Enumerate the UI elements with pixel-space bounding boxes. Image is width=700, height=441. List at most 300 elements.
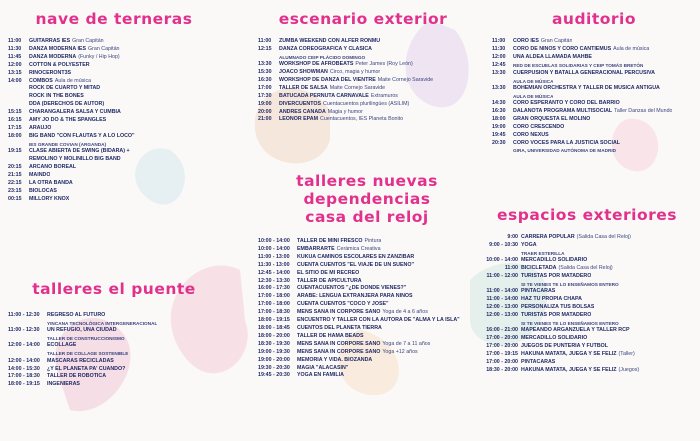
schedule-row xyxy=(258,238,476,246)
schedule-row xyxy=(478,320,696,327)
schedule-row xyxy=(258,270,476,278)
schedule-time: 19:45 - 20:30 xyxy=(258,372,290,379)
schedule-description: Aula de música xyxy=(54,77,92,84)
schedule-row xyxy=(8,133,220,141)
schedule-activity: TURISTAS POR MATADERO xyxy=(521,272,592,279)
schedule-time: 20:15 xyxy=(8,163,22,170)
schedule-row xyxy=(478,312,696,320)
schedule-row xyxy=(258,116,468,124)
schedule-row xyxy=(8,172,220,180)
schedule-activity: PINTACARAS xyxy=(521,288,556,295)
schedule-content xyxy=(297,372,344,380)
schedule-activity: ÁRABE: LENGUA EXTRANJERA PARA NIÑOS xyxy=(297,293,413,300)
schedule-activity: MAPEANDO ARGANZUELA Y TALLER RCP xyxy=(521,327,630,334)
schedule-content xyxy=(47,320,157,327)
schedule-time: 12:00 - 14:00 xyxy=(8,342,40,349)
schedule-content xyxy=(297,278,362,286)
schedule-time: 21:15 xyxy=(8,171,22,178)
schedule-activity: CARRERA POPULAR xyxy=(521,234,575,240)
schedule-row xyxy=(8,46,220,54)
schedule-time: 21:00 xyxy=(258,116,272,123)
schedule-content xyxy=(513,116,590,124)
schedule-row xyxy=(478,250,696,257)
schedule-content xyxy=(279,101,409,109)
schedule-row xyxy=(258,85,468,93)
schedule-activity: CORO ESPERANTO Y CORO DEL BARRIO xyxy=(513,100,620,107)
schedule-list xyxy=(258,238,476,380)
schedule-content xyxy=(521,304,594,312)
schedule-content xyxy=(297,325,382,333)
schedule-row xyxy=(258,109,468,117)
schedule-content xyxy=(297,309,428,317)
schedule-activity: YOGA EN FAMILIA xyxy=(297,372,344,379)
schedule-time: 11:00 - 13:00 xyxy=(258,253,290,260)
schedule-row xyxy=(258,54,468,61)
schedule-row xyxy=(492,147,696,154)
schedule-activity: JOACO SHOWMAN xyxy=(279,69,328,76)
schedule-row xyxy=(258,293,476,301)
schedule-row xyxy=(478,242,696,250)
schedule-content xyxy=(513,54,592,62)
schedule-row xyxy=(492,100,696,108)
schedule-activity: EL SITIO DE MI RECREO xyxy=(297,269,360,276)
schedule-time: 14:30 xyxy=(492,100,506,107)
schedule-time: 19:45 xyxy=(492,131,506,138)
schedule-content xyxy=(513,38,572,46)
schedule-activity: CORO DE NIÑOS Y CORO CANTIEMUS xyxy=(513,45,612,52)
schedule-description: TALLER DE COLLAGE SOSTENIBLE xyxy=(47,351,129,357)
section-dependencias xyxy=(258,172,476,380)
schedule-row xyxy=(8,312,220,320)
schedule-time: 12:45 xyxy=(492,61,506,68)
schedule-description: Magia y humor xyxy=(327,108,363,115)
schedule-row xyxy=(492,140,696,148)
schedule-row xyxy=(8,381,220,389)
schedule-content xyxy=(513,46,649,54)
schedule-activity: CORO NEXUS xyxy=(513,131,549,138)
schedule-description: TALLER DE CONSTRUCCIONISMO xyxy=(47,336,125,342)
schedule-time: 22:15 xyxy=(8,179,22,186)
schedule-time: 18:00 xyxy=(8,132,22,139)
schedule-description: AULA DE MÚSICA xyxy=(513,93,554,99)
schedule-content xyxy=(29,133,135,141)
schedule-row xyxy=(258,365,476,373)
schedule-time xyxy=(492,93,510,100)
schedule-activity: BIG BAND "CON FLAUTAS Y A LO LOCO" xyxy=(29,132,135,139)
schedule-activity: TALLER DE HAMA BEADS xyxy=(297,332,364,339)
schedule-time: 11:00 xyxy=(492,38,506,44)
schedule-time xyxy=(478,320,518,327)
schedule-time: 18:00 - 19:15 xyxy=(258,317,290,324)
section-title: auditorio xyxy=(551,10,637,28)
schedule-time: 13:30 xyxy=(492,84,506,91)
schedule-time: 14:00 - 15:30 xyxy=(8,365,40,372)
schedule-time: 11:00 xyxy=(504,265,518,272)
schedule-row xyxy=(492,70,696,78)
section-puente xyxy=(8,280,220,389)
schedule-time: 11:45 xyxy=(8,53,22,60)
schedule-time: 11:00 - 14:00 xyxy=(486,288,518,295)
schedule-description: Pintura xyxy=(364,238,382,244)
schedule-row xyxy=(258,61,468,69)
schedule-row xyxy=(492,54,696,62)
schedule-row xyxy=(492,93,696,100)
schedule-content xyxy=(297,349,418,357)
schedule-content xyxy=(29,172,50,180)
schedule-description: (Juegos) xyxy=(618,366,640,373)
schedule-description: Peter James (Roy León) xyxy=(355,61,413,68)
schedule-time: 11:00 xyxy=(8,38,22,44)
section-title: espacios exteriores xyxy=(497,206,677,224)
schedule-activity: ROCK IN THE BONES xyxy=(29,93,84,100)
schedule-activity: DANZA COREOGRÁFICA Y CLÁSICA xyxy=(279,45,372,52)
schedule-row xyxy=(8,78,220,86)
schedule-activity: ARAUJO xyxy=(29,124,52,131)
schedule-content xyxy=(521,242,537,250)
schedule-row xyxy=(478,343,696,351)
schedule-time: 11:00 - 12:30 xyxy=(8,327,40,334)
schedule-content xyxy=(521,281,619,288)
schedule-time: 10:00 - 14:00 xyxy=(486,257,518,264)
schedule-row xyxy=(492,78,696,85)
schedule-time: 10:00 - 14:00 xyxy=(258,238,290,244)
schedule-description: AULA DE MÚSICA xyxy=(513,78,554,84)
schedule-row xyxy=(258,309,476,317)
schedule-content xyxy=(521,288,555,296)
schedule-row xyxy=(258,301,476,309)
schedule-row xyxy=(478,273,696,281)
schedule-description: GIRA, UNIVERSIDAD AUTÓNOMA DE MADRID xyxy=(513,148,617,154)
schedule-activity: LEONOR EPAM xyxy=(279,116,319,123)
schedule-content xyxy=(297,293,413,301)
schedule-activity: DALANOTA PROGRAMA MULTISOCIAL xyxy=(513,107,613,114)
schedule-activity: WORKSHOP DE DANZA DEL VIENTRE xyxy=(279,76,376,83)
schedule-content xyxy=(47,312,105,320)
schedule-row xyxy=(8,109,220,117)
schedule-row xyxy=(478,327,696,335)
schedule-activity: CUERPUSIÓN Y BATALLA GENERACIONAL PERCUSIVA xyxy=(513,69,655,76)
schedule-content xyxy=(297,333,364,341)
schedule-row xyxy=(8,373,220,381)
schedule-content xyxy=(513,78,553,85)
schedule-activity: ARCANO BOREAL xyxy=(29,163,77,170)
schedule-row xyxy=(8,141,220,148)
schedule-time: 17:15 xyxy=(8,124,22,131)
schedule-content xyxy=(297,365,348,373)
schedule-time: 11:00 - 12:00 xyxy=(486,272,518,279)
section-title: nave de terneras xyxy=(35,10,193,28)
schedule-row xyxy=(258,262,476,270)
schedule-time xyxy=(492,78,510,85)
schedule-content xyxy=(279,69,380,77)
schedule-activity: MENS SANA IN CORPORE SANO xyxy=(297,340,381,347)
schedule-content xyxy=(297,317,460,325)
schedule-content xyxy=(521,343,608,351)
schedule-activity: MÁSCARAS RECICLADAS xyxy=(47,357,114,364)
schedule-time: 19:15 xyxy=(8,148,22,155)
schedule-content xyxy=(29,148,130,156)
schedule-content xyxy=(513,62,643,70)
schedule-time: 16:15 xyxy=(8,117,22,124)
schedule-activity: AMY JO DO & THE SPANGLES xyxy=(29,117,107,124)
schedule-activity: ZUMBA WEEKEND CON ALFER RONMU xyxy=(279,38,381,44)
schedule-activity: DANZA MODERNA IES xyxy=(29,45,86,52)
schedule-activity: CHARANGALERA SALSA Y CUMBIA xyxy=(29,109,121,116)
schedule-content xyxy=(297,262,414,270)
schedule-row xyxy=(8,70,220,78)
schedule-row xyxy=(492,38,696,46)
schedule-time: 17:00 - 19:15 xyxy=(486,350,518,357)
schedule-activity: BATUCADA PERNUTA CARNAVALE xyxy=(279,92,369,99)
schedule-time: 11:30 xyxy=(8,45,22,52)
schedule-content xyxy=(29,164,76,172)
schedule-row xyxy=(492,108,696,116)
schedule-description: Taller Danzas del Mundo xyxy=(614,107,673,114)
schedule-activity: CUENTA CUENTOS "EL VIAJE DE UN SUEÑO" xyxy=(297,261,414,268)
schedule-activity: BOHEMIAN ORCHESTRA Y TALLER DE MÚSICA ANTIGUA xyxy=(513,84,660,91)
schedule-activity: TURISTAS POR MATADERO xyxy=(521,311,592,318)
schedule-time: 17:00 - 20:00 xyxy=(486,342,518,349)
schedule-row xyxy=(258,278,476,286)
section-nave xyxy=(8,10,220,203)
schedule-row xyxy=(8,164,220,172)
schedule-description: SI TE VIENES TE LO ENSEÑAMOS ENTERO xyxy=(521,320,619,326)
schedule-time: 19:00 xyxy=(492,123,506,130)
schedule-activity: EMBARRARTE xyxy=(297,245,335,252)
schedule-content xyxy=(29,46,120,54)
schedule-row xyxy=(258,254,476,262)
schedule-activity: WORKSHOP DE AFROBEATS xyxy=(279,61,354,68)
schedule-time xyxy=(258,54,276,61)
schedule-content xyxy=(297,301,389,309)
schedule-content xyxy=(521,265,613,273)
schedule-time: 18:00 - 20:00 xyxy=(258,332,290,339)
schedule-time xyxy=(8,156,26,164)
schedule-description: IES GRANDE COVIAN (ARGANDA) xyxy=(29,141,107,147)
schedule-activity: TALLER DE MINI FRESCO xyxy=(297,238,363,244)
schedule-content xyxy=(513,132,549,140)
schedule-row xyxy=(492,85,696,93)
schedule-activity: MAGIA "ALACASÍN" xyxy=(297,364,349,371)
schedule-activity: BICICLETADA xyxy=(521,265,557,272)
schedule-content xyxy=(29,196,69,204)
schedule-time: 16:00 - 17:30 xyxy=(258,285,290,292)
schedule-content xyxy=(29,38,104,46)
schedule-activity: TALLER DE APICULTURA xyxy=(297,277,362,284)
schedule-row xyxy=(478,257,696,265)
schedule-description: Extramuros xyxy=(370,92,398,99)
schedule-activity: ECOLLAGE xyxy=(47,342,77,349)
schedule-row xyxy=(258,349,476,357)
schedule-activity: HAZ TU PROPIA CHAPA xyxy=(521,296,582,303)
schedule-time: 19:00 xyxy=(258,100,272,107)
schedule-content xyxy=(513,108,672,116)
schedule-content xyxy=(521,234,631,242)
schedule-time xyxy=(478,250,518,257)
schedule-row xyxy=(478,335,696,343)
schedule-list xyxy=(258,38,468,124)
schedule-time: 12:00 - 13:00 xyxy=(486,311,518,318)
schedule-description: Circo, magia y humor xyxy=(329,69,381,76)
schedule-row xyxy=(478,234,696,242)
schedule-description: (Funky / Hip Hop) xyxy=(78,53,120,60)
schedule-row xyxy=(258,357,476,365)
schedule-content xyxy=(513,85,660,93)
schedule-row xyxy=(8,93,220,101)
schedule-content xyxy=(29,70,71,78)
schedule-time xyxy=(8,141,26,148)
schedule-time xyxy=(492,147,510,154)
schedule-content xyxy=(521,250,565,257)
schedule-row xyxy=(492,62,696,70)
schedule-activity: LA OTRA BANDA xyxy=(29,179,73,186)
schedule-time: 20:00 xyxy=(258,108,272,115)
schedule-activity: ENCUENTRO Y TALLER CON LA AUTORA DE "ALMA Y LA ISLA" xyxy=(297,317,460,324)
section-espacios xyxy=(478,206,696,374)
schedule-activity: MENS SANA IN CORPORE SANO xyxy=(297,309,381,316)
schedule-time: 14:00 xyxy=(8,77,22,84)
schedule-activity: CUENTA CUENTOS "COCO Y JOSÉ" xyxy=(297,301,389,308)
schedule-row xyxy=(8,335,220,342)
schedule-time: 9:00 - 10:30 xyxy=(489,241,518,248)
schedule-content xyxy=(279,38,380,46)
schedule-row xyxy=(8,327,220,335)
schedule-time: 11:30 - 13:00 xyxy=(258,261,290,268)
schedule-content xyxy=(521,273,591,281)
schedule-activity: COTTON & POLYESTER xyxy=(29,61,90,68)
schedule-activity: INGENIERAS xyxy=(47,381,80,388)
schedule-row xyxy=(8,54,220,62)
schedule-row xyxy=(258,285,476,293)
schedule-time: 16:00 - 21:00 xyxy=(486,327,518,334)
schedule-description: (Salida Casa del Reloj) xyxy=(576,234,631,240)
schedule-content xyxy=(29,141,106,148)
schedule-row xyxy=(478,359,696,367)
schedule-description: YINCANA TECNOLÓGICA INTERGENERACIONAL xyxy=(47,320,158,326)
schedule-row xyxy=(8,62,220,70)
schedule-activity: PERSONALIZA TUS BOLSAS xyxy=(521,303,595,310)
schedule-content xyxy=(513,70,655,78)
schedule-activity: REMOLINO Y MOLINILLO BIG BAND xyxy=(29,155,121,162)
schedule-time: 17:30 xyxy=(258,92,272,99)
schedule-time: 15:30 xyxy=(258,69,272,76)
schedule-activity: KUKUA CAMINOS ESCOLARES EN ZANZIBAR xyxy=(297,253,415,260)
schedule-row xyxy=(8,320,220,327)
schedule-time: 12:00 - 13:00 xyxy=(486,303,518,310)
schedule-time: 18:00 - 19:15 xyxy=(8,381,40,388)
schedule-content xyxy=(47,335,125,342)
schedule-activity: CUENTOS DEL PLANETA TIERRA xyxy=(297,324,382,331)
schedule-time: 17:00 - 18:00 xyxy=(258,293,290,300)
schedule-row xyxy=(8,196,220,204)
schedule-content xyxy=(29,188,57,196)
schedule-activity: MERCADILLO SOLIDARIO xyxy=(521,334,588,341)
schedule-time: 16:30 xyxy=(492,107,506,114)
schedule-content xyxy=(47,358,114,366)
schedule-time: 17:00 - 20:00 xyxy=(486,334,518,341)
schedule-time: 11:30 xyxy=(492,45,506,52)
schedule-content xyxy=(29,109,121,117)
schedule-row xyxy=(258,341,476,349)
section-title: talleres nuevas dependencias xyxy=(296,172,438,208)
schedule-row xyxy=(258,372,476,380)
schedule-row xyxy=(8,101,220,109)
schedule-content xyxy=(279,85,385,93)
schedule-activity: ROCK DE CUARTO Y MITAD xyxy=(29,85,101,92)
section-escenario xyxy=(258,10,468,124)
schedule-content xyxy=(29,180,73,188)
schedule-description: Yoga +12 años xyxy=(382,348,418,355)
schedule-description: Gran Capitán xyxy=(88,45,120,52)
schedule-time xyxy=(8,320,44,327)
schedule-activity: YOGA xyxy=(521,241,537,248)
schedule-activity: DANZA MODERNA xyxy=(29,53,77,60)
schedule-content xyxy=(521,367,639,375)
schedule-content xyxy=(47,350,128,357)
schedule-time: 00:15 xyxy=(8,195,22,202)
schedule-row xyxy=(478,296,696,304)
schedule-activity: REGRESO AL FUTURO xyxy=(47,312,106,318)
schedule-content xyxy=(279,46,372,54)
schedule-activity: TALLER DE ROBÓTICA xyxy=(47,373,107,380)
schedule-time: 20:30 xyxy=(492,139,506,146)
schedule-time: 12:30 - 13:30 xyxy=(258,277,290,284)
schedule-time: 17:00 xyxy=(258,84,272,91)
section-title: escenario exterior xyxy=(278,10,448,28)
schedule-time: 23:15 xyxy=(8,187,22,194)
schedule-description: TRAER ESTERILLA xyxy=(521,250,565,256)
schedule-time: 13:15 xyxy=(8,69,22,76)
schedule-time xyxy=(8,93,26,101)
schedule-content xyxy=(297,357,372,365)
schedule-description: (Salida Casa del Reloj) xyxy=(558,265,613,272)
schedule-time xyxy=(8,101,26,109)
schedule-description: Yoga de 4 a 6 años xyxy=(382,309,428,316)
schedule-row xyxy=(478,367,696,375)
schedule-time xyxy=(8,350,44,357)
schedule-list xyxy=(8,312,220,389)
schedule-row xyxy=(258,333,476,341)
schedule-time: 17:00 - 20:00 xyxy=(486,358,518,365)
schedule-activity: DIVERCUENTOS xyxy=(279,100,321,107)
schedule-row xyxy=(8,117,220,125)
schedule-description: Gran Capitán xyxy=(540,38,573,44)
schedule-activity: CLASE ABIERTA DE SWING (BIDARA) + xyxy=(29,148,130,155)
schedule-time: 12:00 xyxy=(492,53,506,60)
schedule-activity: RINOCERONT3S xyxy=(29,69,72,76)
schedule-content xyxy=(521,351,635,359)
schedule-time xyxy=(478,281,518,288)
schedule-description: Cuentacuentos plurilingües (ASILIM) xyxy=(323,100,410,107)
schedule-content xyxy=(29,156,121,164)
schedule-content xyxy=(297,246,381,254)
schedule-content xyxy=(297,238,381,246)
section-auditorio xyxy=(492,10,696,155)
schedule-content xyxy=(29,62,90,70)
schedule-activity: CORO CRESCENDO xyxy=(513,123,565,130)
schedule-activity: UN REFUGIO, UNA CIUDAD xyxy=(47,327,117,334)
schedule-row xyxy=(478,281,696,288)
schedule-content xyxy=(297,285,406,293)
schedule-activity: HAKUNA MATATA, JUEGA Y SÉ FELIZ xyxy=(521,350,617,357)
schedule-time: 18:30 - 19:30 xyxy=(258,340,290,347)
schedule-row xyxy=(478,288,696,296)
schedule-time: 12:00 - 14:00 xyxy=(8,357,40,364)
schedule-activity: DDA (DERECHOS DE AUTOR) xyxy=(29,101,105,108)
schedule-time: 17:00 - 18:00 xyxy=(258,301,290,308)
schedule-content xyxy=(47,366,125,374)
schedule-content xyxy=(513,140,620,148)
